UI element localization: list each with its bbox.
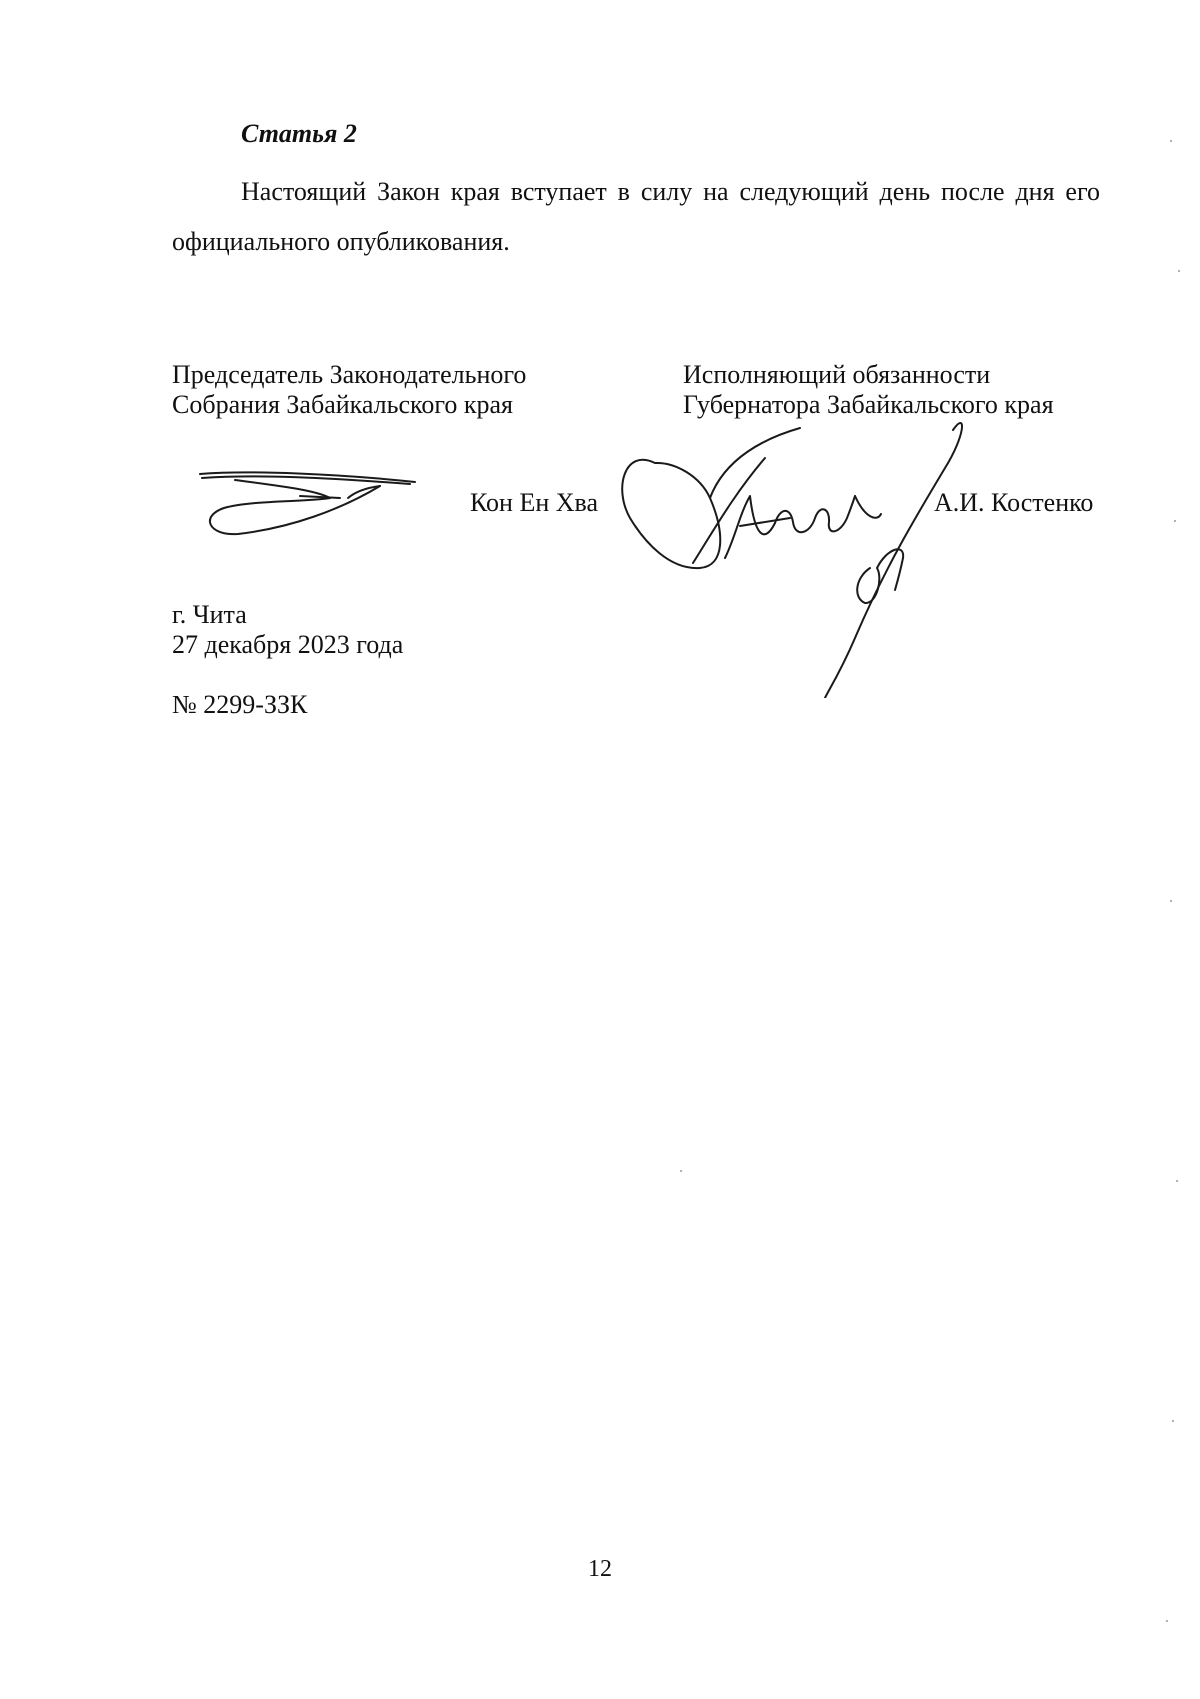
right-signatory-name: А.И. Костенко <box>934 488 1094 517</box>
scan-speck <box>1172 1420 1174 1422</box>
article-heading: Статья 2 <box>241 119 357 148</box>
left-signatory-name: Кон Ен Хва <box>470 488 599 517</box>
place-date-block <box>172 600 403 660</box>
left-signatory-position <box>172 360 526 420</box>
scan-speck <box>1170 900 1172 902</box>
right-position-line1: Исполняющий обязанности <box>683 360 991 389</box>
scan-speck <box>680 1170 682 1172</box>
right-position-line2: Губернатора Забайкальского края <box>683 390 1054 419</box>
scan-speck <box>1178 270 1180 272</box>
law-number: № 2299-ЗЗК <box>172 690 308 719</box>
article-paragraph: Настоящий Закон края вступает в силу на следующий день после дня его официального опубликования. <box>172 177 1100 256</box>
left-position-line1: Председатель Законодательного <box>172 360 527 389</box>
scan-speck <box>1166 1620 1168 1622</box>
scan-speck <box>1176 1180 1178 1182</box>
left-position-line2: Собрания Забайкальского края <box>172 390 513 419</box>
page-number: 12 <box>588 1556 612 1582</box>
right-signature <box>615 418 1005 698</box>
left-signature <box>190 460 430 550</box>
date: 27 декабря 2023 года <box>172 630 404 659</box>
scan-speck <box>1170 140 1172 142</box>
right-signatory-position <box>683 360 1054 420</box>
city: г. Чита <box>172 600 247 629</box>
scan-speck <box>1174 520 1176 522</box>
